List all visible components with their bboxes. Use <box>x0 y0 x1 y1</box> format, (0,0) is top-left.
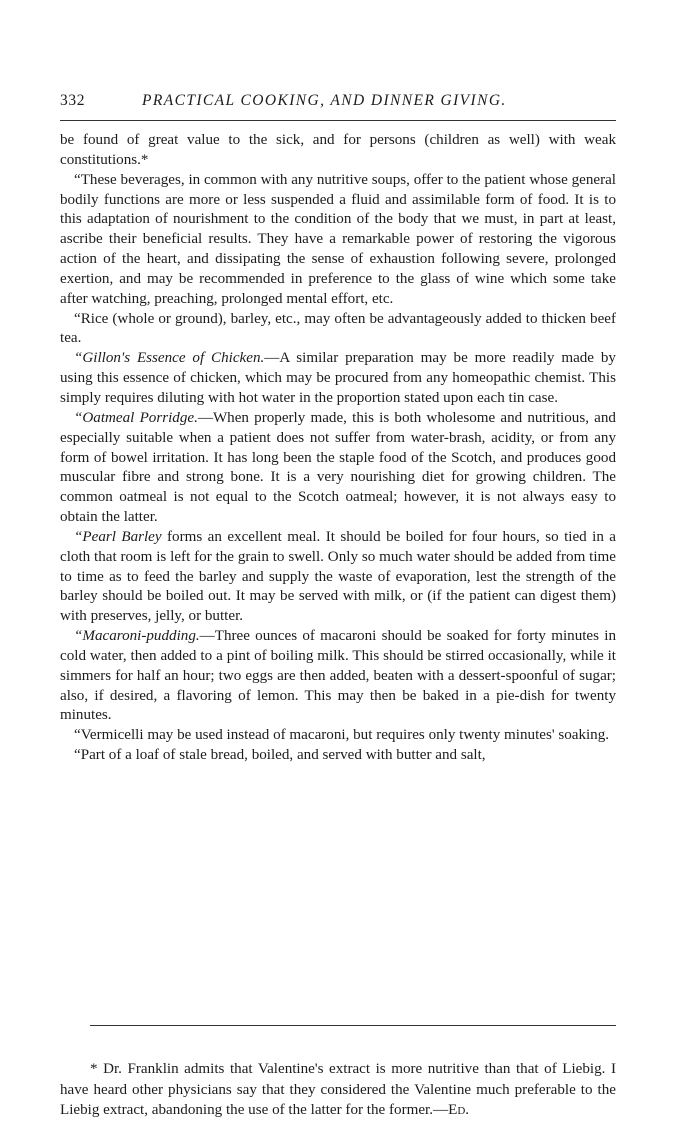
paragraph-vermicelli: “Vermicelli may be used instead of macaroni, but requires only twenty minutes' soaking. <box>74 727 610 744</box>
paragraph-beverages: “These beverages, in common with any nutritive soups, offer to the patient whose general bodily functions are more or less suspended a fluid and assimilable form of food. It is to this adaptation of nourishment to the condition of the body that we must, in part at least, ascribe their beneficial results. They have a remarkable power of restoring the vigorous action of the heart, and dissipating the sense of exhaustion following severe, prolonged exertion, and may be recommended in preference to the glass of wine which some take after watching, preaching, prolonged mental effort, etc. <box>60 171 616 307</box>
paragraph-essence-of-chicken: “Gillon's Essence of Chicken.—A similar preparation may be more readily made by using this essence of chicken, which may be procured from any homeopathic chemist. This simply requires diluting with hot water in the proportion stated upon each tin case. <box>60 350 616 406</box>
runin-heading: “Macaroni-pudding. <box>74 628 200 645</box>
runin-heading: “Oatmeal Porridge. <box>74 409 198 426</box>
book-page <box>60 92 616 1119</box>
body-text <box>60 131 616 766</box>
running-title: PRACTICAL COOKING, AND DINNER GIVING. <box>142 92 507 109</box>
paragraph-stale-bread: “Part of a loaf of stale bread, boiled, and served with butter and salt, <box>74 747 486 764</box>
runin-heading: “Gillon's Essence of Chicken. <box>74 350 265 367</box>
footnote-text: * Dr. Franklin admits that Valentine's extract is more nutritive than that of Liebig. I have heard other physicians say that they considered the Valentine much preferable to the Liebig extract, abandoning the use of the latter for the former.— <box>60 1061 616 1119</box>
runin-heading: “Pearl Barley <box>74 528 162 545</box>
page-number: 332 <box>60 92 86 109</box>
paragraph-oatmeal-porridge: “Oatmeal Porridge.—When properly made, this is both wholesome and nutritious, and especially suitable when a patient does not suffer from water-brash, acidity, or from any form of bowel irritation. It has long been the staple food of the Scotch, and produces good muscular fibre and strong bone. It is a very nourishing diet for growing children. The common oatmeal is not equal to the Scotch oatmeal; however, it is not always easy to obtain the latter. <box>60 409 616 526</box>
header-rule <box>60 120 616 121</box>
paragraph-continuation: be found of great value to the sick, and for persons (children as well) with weak constitutions.* <box>60 132 616 168</box>
paragraph-macaroni-pudding: “Macaroni-pudding.—Three ounces of macaroni should be soaked for forty minutes in cold water, then added to a pint of boiling milk. This should be stirred occasionally, while it simmers for half an hour; two eggs are then added, beaten with a dessert-spoonful of sugar; also, if desired, a flavoring of lemon. This may then be baked in a pie-dish for twenty minutes. <box>60 628 616 724</box>
footnote-signature: Ed. <box>448 1102 470 1119</box>
footnote-rule <box>90 1025 616 1026</box>
page-header <box>60 92 616 118</box>
footnote <box>60 1059 616 1121</box>
paragraph-pearl-barley: “Pearl Barley forms an excellent meal. It should be boiled for four hours, so tied in a cloth that room is left for the grain to swell. Only so much water should be added from time to time as to feed the barley and supply the waste of evaporation, lest the strength of the barley should be boiled out. It may be served with milk, or (if the patient can digest them) with preserves, jelly, or butter. <box>60 528 616 625</box>
paragraph-rice: “Rice (whole or ground), barley, etc., may often be advantageously added to thicken beef tea. <box>60 310 616 347</box>
